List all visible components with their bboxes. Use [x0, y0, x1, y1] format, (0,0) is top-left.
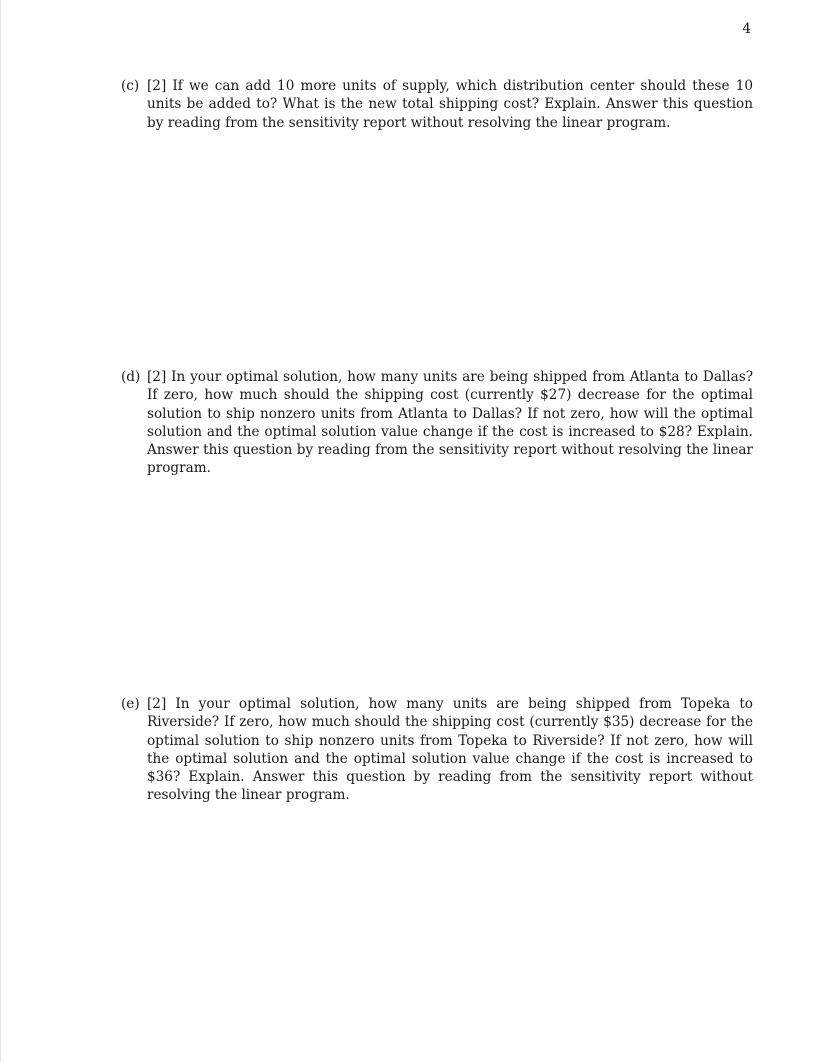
question-text: [2] If we can add 10 more units of supply, which distribution center should these 10 units be added to? What is the new total shipping cost? Explain. Answer this question by reading from the sensitivity report without resolving the linear program.: [147, 78, 753, 131]
question-d: [121, 368, 753, 478]
question-text: [2] In your optimal solution, how many units are being shipped from Topeka to Riverside? If zero, how much should the shipping cost (currently $35) decrease for the optimal solution to ship nonzero units from Topeka to Riverside? If not zero, how will the optimal solution and the optimal solution value change if the cost is increased to $36? Explain. Answer this question by reading from the sensitivity report without resolving the linear program.: [147, 696, 753, 804]
question-label: (c): [121, 78, 140, 94]
question-c: [121, 77, 753, 132]
question-e: [121, 695, 753, 805]
page-edge: [0, 0, 1, 1062]
question-text: [2] In your optimal solution, how many units are being shipped from Atlanta to Dallas? If zero, how much should the shipping cost (currently $27) decrease for the optimal solution to ship nonzero units from Atlanta to Dallas? If not zero, how will the optimal solution and the optimal solution value change if the cost is increased to $28? Explain. Answer this question by reading from the sensitivity report without resolving the linear program.: [147, 369, 753, 477]
question-label: (d): [121, 369, 141, 385]
question-label: (e): [121, 696, 140, 712]
page-number: 4: [742, 21, 751, 37]
